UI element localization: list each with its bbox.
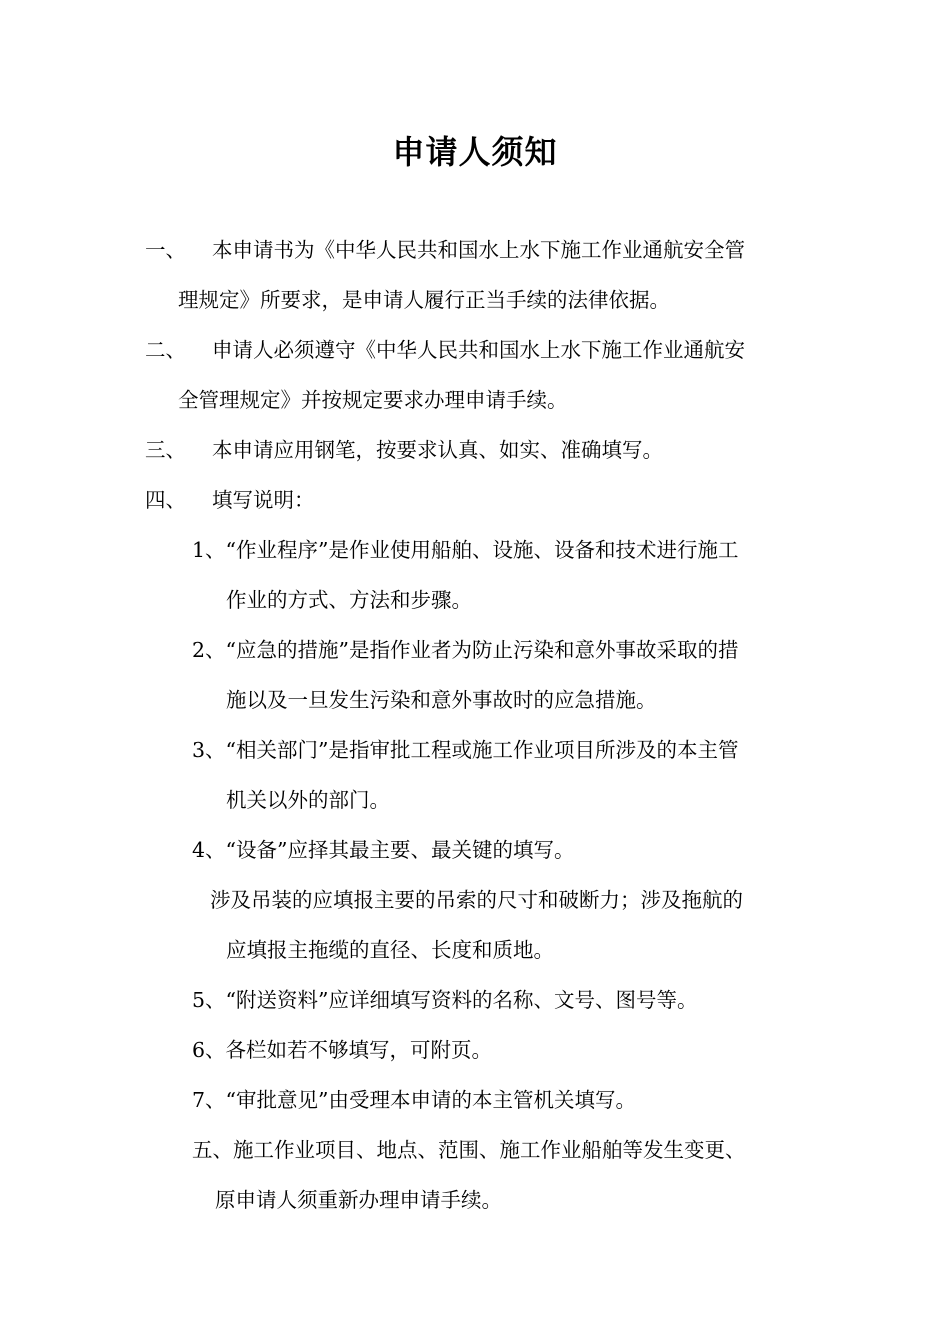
section-text-line: 本申请应用钢笔，按要求认真、如实、准确填写。 [212, 438, 663, 462]
final-section-line: 五、施工作业项目、地点、范围、施工作业船舶等发生变更、 [192, 1138, 746, 1162]
list-item-line: 7、“审批意见”由受理本申请的本主管机关填写。 [192, 1088, 637, 1112]
list-item-line: 1、“作业程序”是作业使用船舶、设施、设备和技术进行施工 [192, 538, 739, 562]
list-item-line: 3、“相关部门”是指审批工程或施工作业项目所涉及的本主管 [192, 738, 739, 762]
list-item-line: 5、“附送资料”应详细填写资料的名称、文号、图号等。 [192, 988, 698, 1012]
list-item-line: 作业的方式、方法和步骤。 [226, 588, 472, 612]
final-section-line: 原申请人须重新办理申请手续。 [215, 1188, 502, 1212]
section-number: 二、 [145, 338, 186, 362]
list-item-line: 施以及一旦发生污染和意外事故时的应急措施。 [226, 688, 657, 712]
list-item-line: 6、各栏如若不够填写，可附页。 [192, 1038, 493, 1062]
list-item-line: 机关以外的部门。 [226, 788, 390, 812]
list-item-line: 2、“应急的措施”是指作业者为防止污染和意外事故采取的措 [192, 638, 739, 662]
section-text-line: 全管理规定》并按规定要求办理申请手续。 [178, 388, 568, 412]
document-title: 申请人须知 [392, 133, 558, 171]
section-text-line: 填写说明： [212, 488, 315, 512]
section-number: 三、 [145, 438, 186, 462]
list-item-line: 4、“设备”应择其最主要、最关键的填写。 [192, 838, 575, 862]
section-number: 四、 [145, 488, 186, 512]
section-text-line: 本申请书为《中华人民共和国水上水下施工作业通航安全管 [212, 238, 745, 262]
list-item-line: 应填报主拖缆的直径、长度和质地。 [226, 938, 554, 962]
section-number: 一、 [145, 238, 186, 262]
section-text-line: 理规定》所要求，是申请人履行正当手续的法律依据。 [178, 288, 670, 312]
section-text-line: 申请人必须遵守《中华人民共和国水上水下施工作业通航安 [212, 338, 745, 362]
list-item-line: 涉及吊装的应填报主要的吊索的尺寸和破断力；涉及拖航的 [210, 888, 743, 912]
